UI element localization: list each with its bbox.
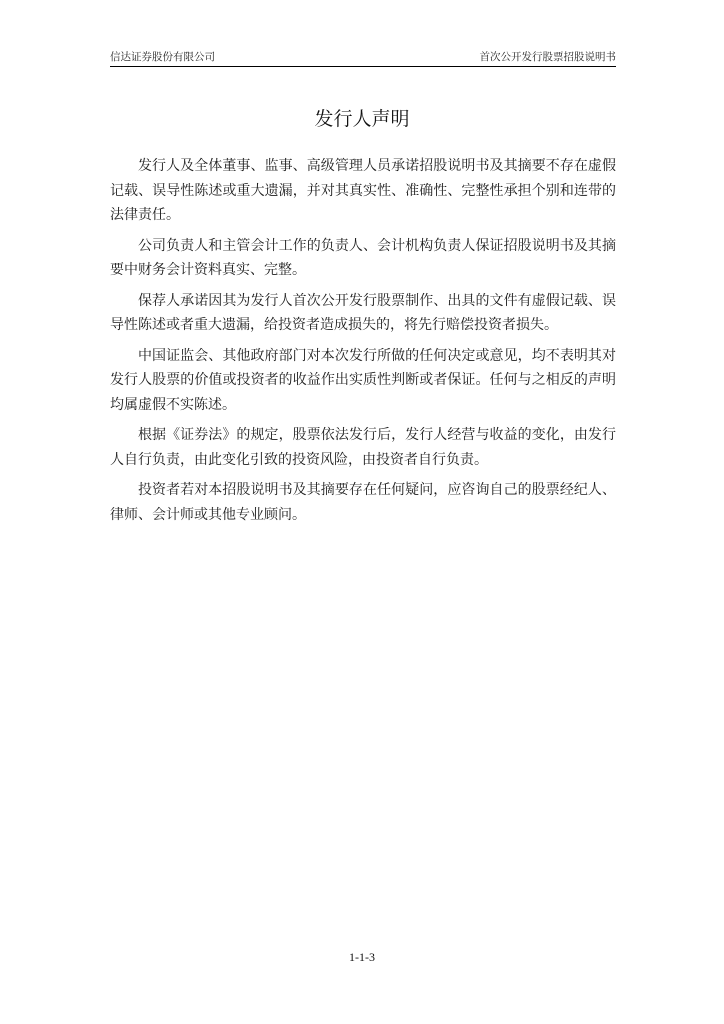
page-title: 发行人声明 (314, 108, 410, 130)
paragraph: 中国证监会、其他政府部门对本次发行所做的任何决定或意见，均不表明其对发行人股票的价值或投资者的收益作出实质性判断或者保证。任何与之相反的声明均属虚假不实陈述。 (110, 347, 616, 413)
page-number: 1-1-3 (349, 950, 375, 964)
paragraph: 公司负责人和主管会计工作的负责人、会计机构负责人保证招股说明书及其摘要中财务会计资料真实、完整。 (110, 237, 616, 278)
paragraph: 发行人及全体董事、监事、高级管理人员承诺招股说明书及其摘要不存在虚假记载、误导性陈述或重大遗漏，并对其真实性、准确性、完整性承担个别和连带的法律责任。 (110, 158, 616, 223)
paragraph: 根据《证券法》的规定，股票依法发行后，发行人经营与收益的变化，由发行人自行负责，由此变化引致的投资风险，由投资者自行负责。 (110, 427, 616, 468)
header-company-name: 信达证券股份有限公司 (110, 51, 215, 63)
page-header (110, 50, 616, 67)
paragraph: 保荐人承诺因其为发行人首次公开发行股票制作、出具的文件有虚假记载、误导性陈述或者重大遗漏，给投资者造成损失的，将先行赔偿投资者损失。 (110, 292, 616, 333)
header-document-title: 首次公开发行股票招股说明书 (479, 51, 616, 63)
document-body (110, 154, 616, 533)
paragraph: 投资者若对本招股说明书及其摘要存在任何疑问，应咨询自己的股票经纪人、律师、会计师或其他专业顾问。 (110, 482, 616, 523)
